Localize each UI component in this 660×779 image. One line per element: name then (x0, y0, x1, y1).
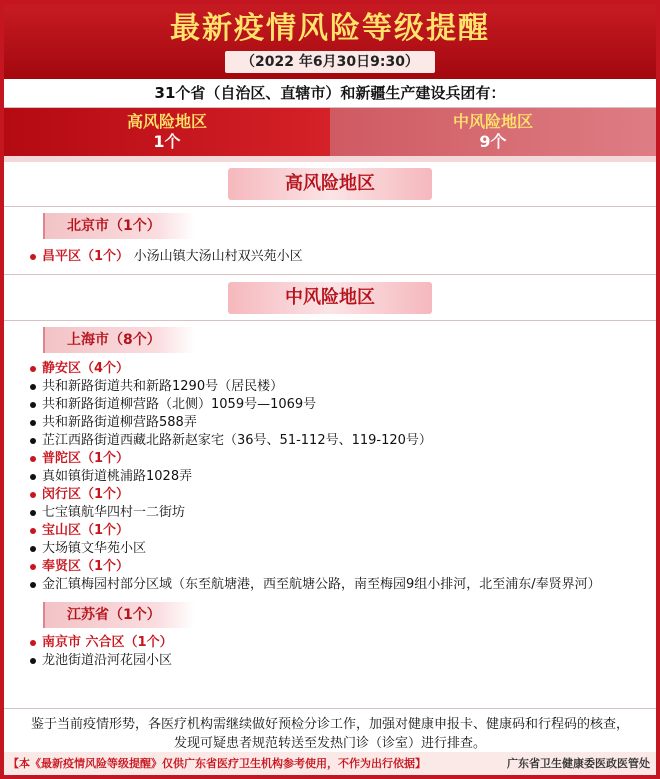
notice-text (4, 708, 656, 753)
high-risk-section-title: 高风险地区 (228, 168, 432, 200)
intro-text: 31个省（自治区、直辖市）和新疆生产建设兵团有： (4, 79, 656, 108)
district-heading: 宝山区（1个） (28, 522, 656, 540)
high-risk-section (4, 162, 656, 266)
high-risk-list (4, 248, 656, 266)
list-item: 共和新路街道柳营路（北侧）1059号—1069号 (28, 396, 656, 414)
high-risk-label: 高风险地区 (126, 112, 207, 131)
list-item: 真如镇街道桃浦路1028弄 (28, 468, 656, 486)
region-beijing: 北京市（1个） (43, 213, 195, 239)
list-item: 共和新路街道共和新路1290号（居民楼） (28, 378, 656, 396)
mid-risk-section (4, 274, 656, 670)
region-shanghai: 上海市（8个） (43, 327, 195, 353)
district-heading: 静安区（4个） (28, 360, 656, 378)
footer-bar (4, 752, 656, 775)
list-item: 共和新路街道柳营路588弄 (28, 414, 656, 432)
header-banner (4, 4, 656, 79)
notice-line-2: 发现可疑患者规范转送至发热门诊（诊室）进行排查。 (173, 736, 486, 751)
district-name: 昌平区（1个） (42, 249, 130, 264)
list-item (28, 248, 656, 266)
list-item: 金汇镇梅园村部分区域（东至航塘港，西至航塘公路，南至梅园9组小排河，北至浦东/奉贤界河） (28, 576, 656, 594)
list-item: 七宝镇航华四村一二街坊 (28, 504, 656, 522)
section-divider (4, 320, 656, 321)
footer-disclaimer: 【本《最新疫情风险等级提醒》仅供广东省医疗卫生机构参考使用，不作为出行依据】 (8, 757, 426, 770)
high-risk-count: 1个 (153, 132, 181, 151)
district-heading: 南京市 六合区（1个） (28, 634, 656, 652)
district-heading: 奉贤区（1个） (28, 558, 656, 576)
risk-summary (4, 108, 656, 162)
high-risk-summary (4, 108, 330, 156)
notice-line-1: 鉴于当前疫情形势，各医疗机构需继续做好预检分诊工作，加强对健康申报卡、健康码和行程码的核查， (30, 717, 629, 732)
jiangsu-list (4, 634, 656, 670)
list-item: 大场镇文华苑小区 (28, 540, 656, 558)
list-item: 芷江西路街道西藏北路新赵家宅（36号、51-112号、119-120号） (28, 432, 656, 450)
page-title: 最新疫情风险等级提醒 (170, 11, 490, 46)
mid-risk-label: 中风险地区 (452, 112, 533, 131)
section-divider (4, 206, 656, 207)
section-divider (4, 274, 656, 275)
district-heading: 普陀区（1个） (28, 450, 656, 468)
mid-risk-section-title: 中风险地区 (228, 282, 432, 314)
publish-date: （2022 年6月30日9:30） (225, 51, 435, 73)
district-heading: 闵行区（1个） (28, 486, 656, 504)
list-item: 龙池街道沿河花园小区 (28, 652, 656, 670)
shanghai-list (4, 360, 656, 594)
footer-org: 广东省卫生健康委医政医管处 (507, 757, 650, 770)
mid-risk-count: 9个 (479, 132, 507, 151)
mid-risk-summary (330, 108, 656, 156)
region-jiangsu: 江苏省（1个） (43, 602, 195, 628)
place-name: 小汤山镇大汤山村双兴苑小区 (133, 249, 303, 264)
